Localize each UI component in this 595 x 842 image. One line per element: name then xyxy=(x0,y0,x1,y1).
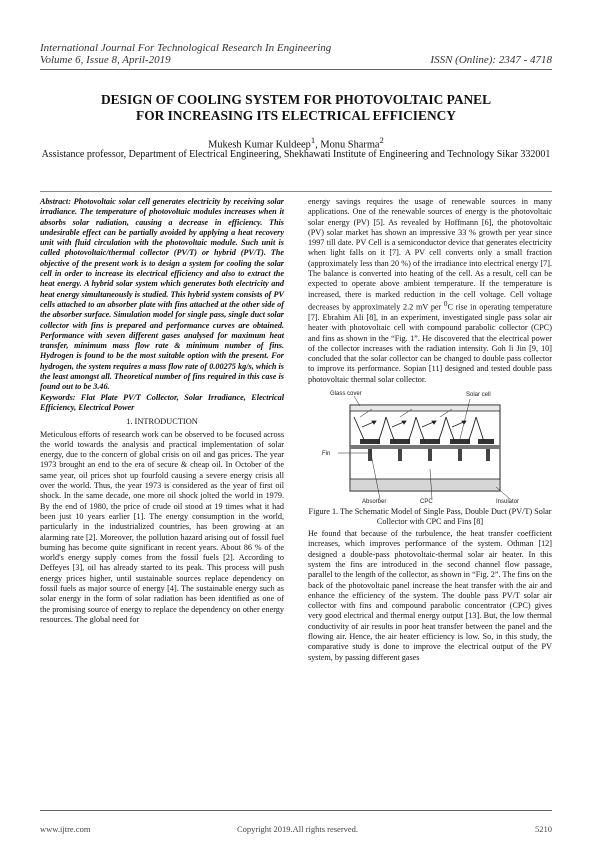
glass-cover-shape xyxy=(350,405,500,411)
label-glass-cover: Glass cover xyxy=(330,391,362,398)
author-separator: , xyxy=(315,139,321,151)
footer-copyright: Copyright 2019.All rights reserved. xyxy=(236,824,359,834)
right-paragraph-1-part-a: energy savings requires the usage of renewable sources in many applications. One of the renewable sources of energy is the photovoltaic solar energy (PV) [5]. As revealed by Hoffmann [6], the photovoltaic (PV) solar market has shown an impressive 33 % growth per year since 1997 till date. PV Cell is a semiconductor device that generates electricity when light falls on it [7]. A PV cell converts only a small fraction (approximately less than 20 %) of the irradiance into electrical energy [7]. The balance is converted into heating of the cell. As a result, cell can be expected to operate above ambient temperature. If the temperature is increased, there is marked reduction in the cell voltage. Cell voltage decreases by approximately 2.2 mV per xyxy=(308,197,552,312)
journal-issn: ISSN (Online): 2347 - 4718 xyxy=(430,54,552,66)
journal-volume: Volume 6, Issue 8, April-2019 xyxy=(40,54,171,66)
page-number: 5210 xyxy=(535,824,552,834)
label-cpc: CPC xyxy=(420,499,433,505)
footer-website: www.ijtre.com xyxy=(40,824,91,834)
label-fin: Fin xyxy=(322,451,331,458)
journal-volume-line xyxy=(40,54,552,66)
keywords: Keywords: Flat Plate PV/T Collector, Solar Irradiance, Electrical Efficiency, Electrical Power xyxy=(40,392,284,412)
journal-name: International Journal For Technological Research In Engineering xyxy=(40,42,332,54)
paper-title-line-2: FOR INCREASING ITS ELECTRICAL EFFICIENCY xyxy=(136,108,456,123)
right-column xyxy=(308,197,552,663)
right-paragraph-1 xyxy=(308,197,552,385)
author-1-affiliation-mark: 1 xyxy=(310,135,316,145)
author-affiliation: Assistance professor, Department of Electrical Engineering, Shekhawati Institute of Engineering and Technology Sikar 332001 xyxy=(41,149,551,160)
figure-1-svg xyxy=(320,387,540,504)
degree-superscript: 0 xyxy=(444,300,448,308)
section-heading-introduction: 1. INTRODUCTION xyxy=(126,417,198,427)
label-insulator: Insulator xyxy=(496,499,520,505)
author-2-affiliation-mark: 2 xyxy=(379,135,384,145)
label-solar-cell: Solar cell xyxy=(466,392,491,399)
insulator-shape xyxy=(350,479,500,491)
author-2: Monu Sharma xyxy=(320,139,380,151)
column-top-rule xyxy=(40,191,552,192)
header-rule xyxy=(40,69,552,70)
paper-title xyxy=(40,92,552,124)
abstract: Abstract: Photovoltaic solar cell generates electricity by receiving solar irradiance. The temperature of photovoltaic modules increases when it absorbs solar radiation, causing a decrease in efficiency. This undesirable effect can be partially avoided by applying a heat recovery unit with fluid circulation with the photovoltaic module. Such unit is called photovoltaic/thermal collector (PV/T) or hybrid (PV/T). The objective of the present work is to design a system for cooling the solar cell in order to increase its electrical efficiency and also to extract the heat energy. A hybrid solar system which generates both electricity and heat energy simultaneously is studied. This hybrid system consists of PV cells attached to an absorber plate with fins attached at the other side of the absorber surface. Simulation model for single pass, single duct solar collector with fins is prepared and performance curves are obtained. Performance with seven different gases analysed for maximum heat transfer, minimum mass flow rate & minimum number of fins. Hydrogen is found to be the most suitable option with the present. For hydrogen, the system requires a mass flow rate of 0.00275 kg/s, which is the least amongst all. Theoretical number of fins required in this case is found out to be 3.46. xyxy=(40,197,284,392)
author-1: Mukesh Kumar Kuldeep xyxy=(208,139,311,151)
paper-title-line-1: DESIGN OF COOLING SYSTEM FOR PHOTOVOLTAIC PANEL xyxy=(100,92,492,107)
figure-1-schematic xyxy=(320,387,540,504)
right-paragraph-2: He found that because of the turbulence, the heat transfer coefficient increases, which improves performance of the system. Othman [12] designed a double-pass photovoltaic-thermal solar air heater. In this system the fins are introduced in the second channel flow passage, parallel to the length of the collector, as shown in “Fig. 2”. The fins on the back of the photovoltaic panel increase the heat transfer with the air and enhance the efficiency of the system. The double pass PV/T solar air collector with fins and compound parabolic concentrator (CPC) gives very good electrical and thermal energy output [13]. But, the low thermal conductivity of air results in poor heat transfer between the panel and the flowing air. Hence, the air heater efficiency is low. So, in this study, the comparative study is done to improve the electrical output of the PV system, by passing different gases xyxy=(308,529,552,662)
introduction-paragraph: Meticulous efforts of research work can be observed to be focused across the world towards the analysis and practical implementation of solar energy, due to the concern of global crisis on oil and gas prices. The year 1973 brought an end to the era of secure & cheap oil. In October of the same year, oil prices shot up fourfold causing a severe energy crisis all over the world. Thus, the year 1973 is considered as the year of first oil shock. In the same decade, one more oil shock jolted the world in 1979. By the end of 1980, the price of crude oil stood at 19 times what it had been just 10 years earlier [1]. The energy consumption in the world, particularly in the industrialized countries, has been growing at an alarming rate [2]. Moreover, the pollution hazard arising out of fossil fuel burning has become quite significant in recent years. About 86 % of the world's energy supply comes from the fossil fuels [2]. According to Deffeyes [3], oil has already started to its peak. This process will push energy prices higher, until sustainable sources replace dependency on fossil fuels as major source of energy [4]. The sustainable energy such as solar energy in the form of solar radiation has been identified as one of the promising source of energy to replace the dependency on other energy resources. The global need for xyxy=(40,429,284,624)
absorber-plate xyxy=(350,445,500,449)
figure-1-caption: Figure 1. The Schematic Model of Single Pass, Double Duct (PV/T) Solar Collector with CPC and Fins [8] xyxy=(308,507,552,527)
left-column xyxy=(40,197,284,625)
right-paragraph-1-part-b: C rise in operating temperature [7]. Ebrahim Ali [8], in an experiment, investigated single pass solar air heater with photovoltaic cell with compound parabolic collector (CPC) and fins as shown in the “Fig. 1”. He discovered that the electrical power of the collector increases with the radiation intensity. Goh li Jin [9, 10] concluded that the solar collector can be changed to double pass collector to improve its performance. Sopian [11] designed and tested double pass photovoltaic thermal solar collector. xyxy=(308,302,552,384)
label-absorber: Absorber xyxy=(362,499,387,505)
footer-rule xyxy=(40,810,552,811)
